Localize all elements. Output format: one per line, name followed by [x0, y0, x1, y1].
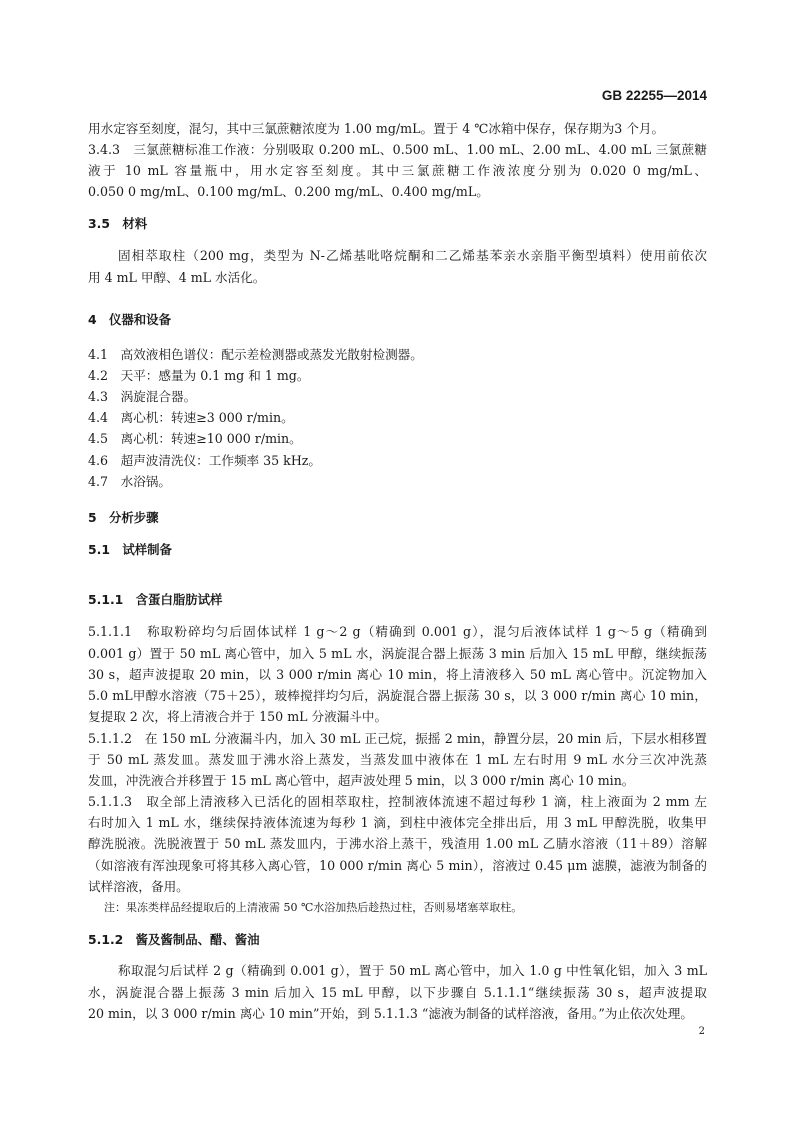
text-line: 5.1.1.3 取全部上清液移入已活化的固相萃取柱，控制液体流速不超过每秒 1 滴，柱上液面为 2 mm 左 — [88, 794, 707, 809]
section-heading: 5.1.2 酱及酱制品、醋、酱油 — [88, 932, 260, 947]
text-line: 试样溶液，备用。 — [88, 879, 189, 894]
text-line: 0.050 0 mg/mL、0.100 mg/mL、0.200 mg/mL、0.400 mg/mL。 — [88, 184, 489, 199]
text-line: 5.0 mL甲醇水溶液（75＋25），玻棒搅拌均匀后，涡旋混合器上振荡 30 s，以 3 000 r/min 离心 10 min， — [88, 688, 707, 703]
note-line: 注：果冻类样品经提取后的上清液需 50 ℃水浴加热后趁热过柱，否则易堵塞萃取柱。 — [104, 901, 523, 914]
text-line: 5.1.1.2 在 150 mL 分液漏斗内，加入 30 mL 正己烷，振摇 2 min，静置分层，20 min 后，下层水相移置 — [88, 731, 707, 746]
text-line: 4.3 涡旋混合器。 — [88, 389, 197, 404]
text-line: 4.4 离心机：转速≥3 000 r/min。 — [88, 410, 294, 425]
text-line: 3.4.3 三氯蔗糖标准工作液：分别吸取 0.200 mL、0.500 mL、1.00 mL、2.00 mL、4.00 mL 三氯蔗糖 — [88, 142, 707, 157]
text-line: 发皿，冲洗液合并移置于 15 mL 离心管中，超声波处理 5 min，以 3 000 r/min 离心 10 min。 — [88, 773, 635, 788]
text-line: 4.2 天平：感量为 0.1 mg 和 1 mg。 — [88, 368, 310, 383]
text-line: 5.1.1.1 称取粉碎均匀后固体试样 1 g～2 g（精确到 0.001 g），混匀后液体试样 1 g～5 g（精确到 — [88, 624, 707, 639]
text-line: 30 s，超声波提取 20 min，以 3 000 r/min 离心 10 min，将上清液移入 50 mL 离心管中。沉淀物加入 — [88, 667, 707, 682]
text-line: 用 4 mL 甲醇、4 mL 水活化。 — [88, 270, 266, 285]
text-line: 右时加入 1 mL 水，继续保持液体流速为每秒 1 滴，到柱中液体完全排出后，用 3 mL 甲醇洗脱，收集甲 — [88, 815, 707, 830]
text-line: 水，涡旋混合器上振荡 3 min 后加入 15 mL 甲醇，以下步骤自 5.1.1.1“继续振荡 30 s，超声波提取 — [88, 985, 707, 1000]
section-heading: 4 仪器和设备 — [88, 312, 171, 327]
section-heading: 5.1.1 含蛋白脂肪试样 — [88, 592, 223, 607]
text-line: 20 min，以 3 000 r/min 离心 10 min”开始，到 5.1.1.3 “滤液为制备的试样溶液，备用。”为止依次处理。 — [88, 1006, 693, 1021]
text-line: 4.1 高效液相色谱仪：配示差检测器或蒸发光散射检测器。 — [88, 347, 423, 362]
text-line: 复提取 2 次，将上清液合并于 150 mL 分液漏斗中。 — [88, 709, 388, 724]
page-number: 2 — [698, 1026, 705, 1037]
text-line: 称取混匀后试样 2 g（精确到 0.001 g），置于 50 mL 离心管中，加入 1.0 g 中性氧化铝，加入 3 mL — [118, 963, 707, 978]
section-heading: 3.5 材料 — [88, 216, 148, 231]
text-line: 固相萃取柱（200 mg，类型为 N-乙烯基吡咯烷酮和二乙烯基苯亲水亲脂平衡型填料）使用前依次 — [118, 248, 707, 263]
text-line: 醇洗脱液。洗脱液置于 50 mL 蒸发皿内，于沸水浴上蒸干，残渣用 1.00 mL 乙腈水溶液（11＋89）溶解 — [88, 836, 707, 851]
text-line: 液于 10 mL 容量瓶中，用水定容至刻度。其中三氯蔗糖工作液浓度分别为 0.020 0 mg/mL、 — [88, 163, 707, 178]
section-heading: 5 分析步骤 — [88, 510, 159, 525]
text-line: 0.001 g）置于 50 mL 离心管中，加入 5 mL 水，涡旋混合器上振荡 3 min 后加入 15 mL 甲醇，继续振荡 — [88, 646, 707, 661]
section-heading: 5.1 试样制备 — [88, 542, 172, 557]
text-line: 于 50 mL 蒸发皿。蒸发皿于沸水浴上蒸发，当蒸发皿中液体在 1 mL 左右时用 9 mL 水分三次冲洗蒸 — [88, 752, 707, 767]
text-line: 用水定容至刻度，混匀，其中三氯蔗糖浓度为 1.00 mg/mL。置于 4 ℃冰箱中保存，保存期为3 个月。 — [88, 121, 665, 136]
text-line: 4.6 超声波清洗仪：工作频率 35 kHz。 — [88, 453, 322, 468]
text-line: （如溶液有浑浊现象可将其移入离心管，10 000 r/min 离心 5 min），溶液过 0.45 μm 滤膜，滤液为制备的 — [88, 858, 707, 873]
text-line: 4.7 水浴锅。 — [88, 474, 171, 489]
text-line: 4.5 离心机：转速≥10 000 r/min。 — [88, 431, 302, 446]
standard-code-header: GB 22255—2014 — [601, 88, 707, 103]
